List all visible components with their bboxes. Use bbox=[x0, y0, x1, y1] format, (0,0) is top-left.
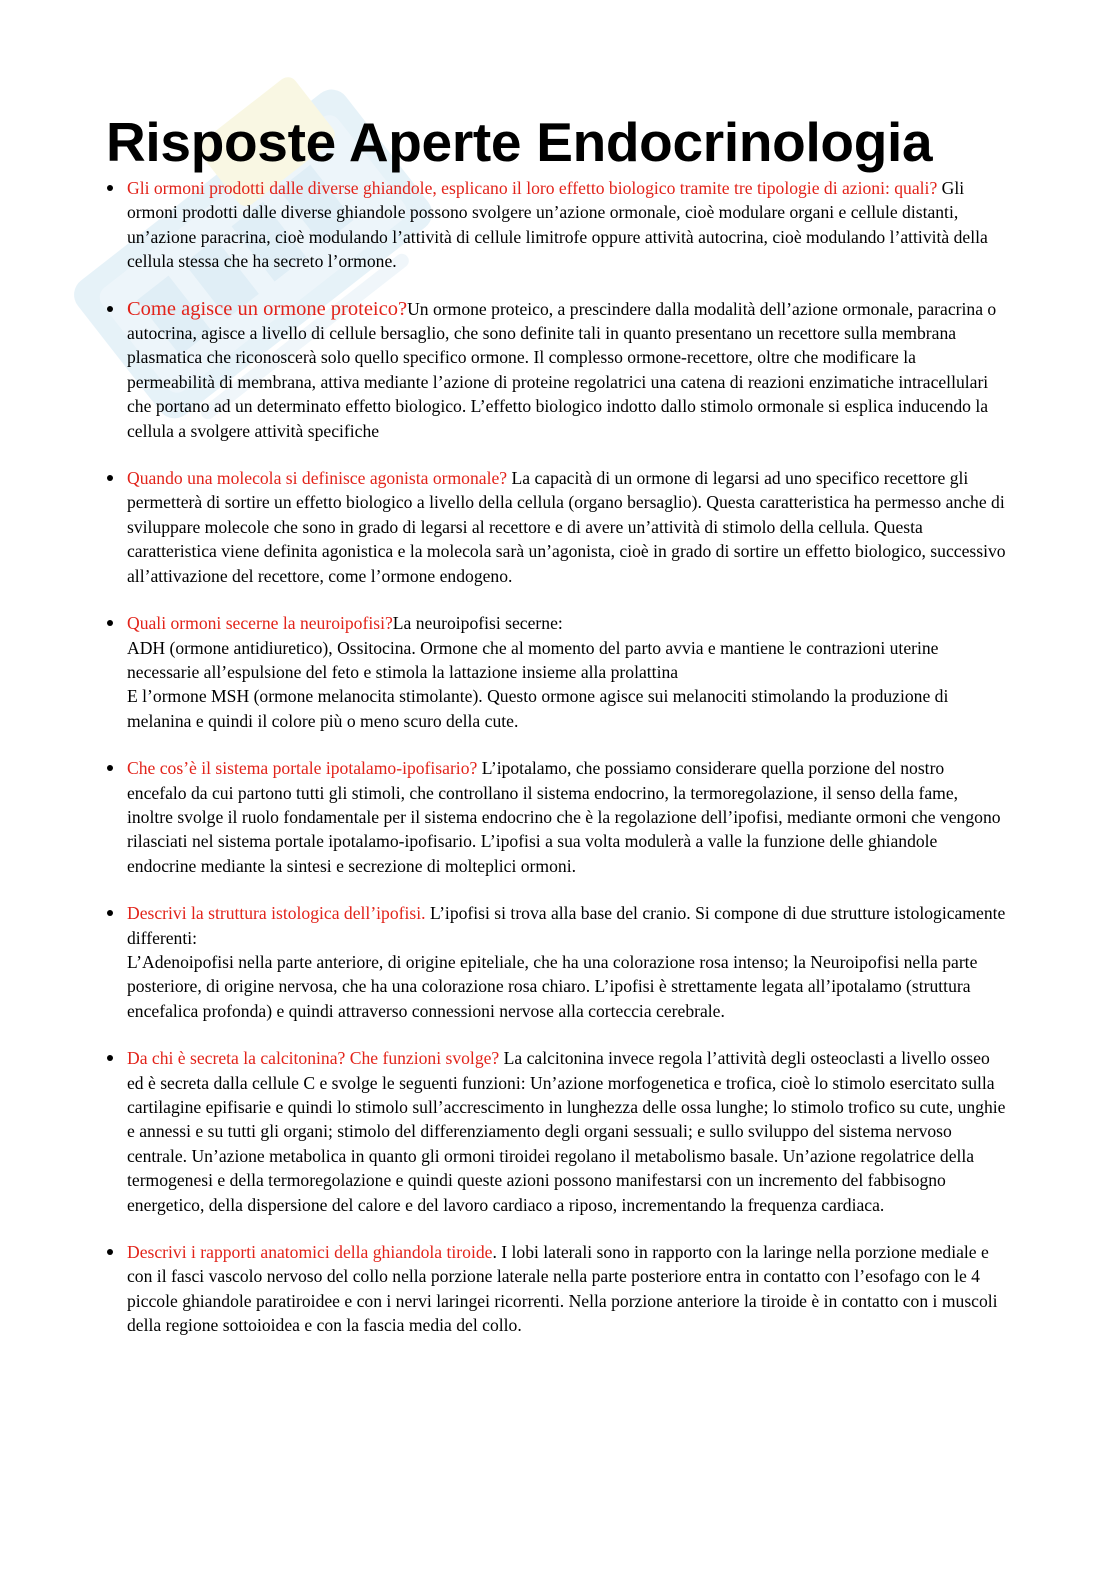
answer-text: La neuroipofisi secerne: bbox=[392, 613, 563, 634]
qa-paragraph bbox=[127, 466, 1007, 588]
answer-text: Un ormone proteico, a prescindere dalla modalità dell’azione ormonale, paracrina o autocrina, agisce a livello di cellule bersaglio, che sono definite tali in quanto presentano un recettore sulla membrana plasmatica che riconoscerà solo quello specifico ormone. Il complesso ormone-recettore, oltre che modificare la permeabilità di membrana, attiva mediante l’azione di proteine regolatrici una catena di reazioni enzimatiche intracellulari che portano ad un determinato effetto biologico. L’effetto biologico indotto dallo stimolo ormonale si esplica inducendo la cellula a svolgere attività specifiche bbox=[127, 298, 997, 441]
qa-paragraph bbox=[127, 756, 1007, 878]
answer-text: La capacità di un ormone di legarsi ad uno specifico recettore gli permetterà di sortire un effetto biologico a livello della cellula (organo bersaglio). Questa caratteristica ha permesso anche di sviluppare molecole che sono in grado di legarsi al recettore e di avere un’attività di stimolo della cellula. Questa caratteristica viene definita agonistica e la molecola sarà un’agonista, cioè in grado di sortire un effetto biologico, successivo all’attivazione del recettore, come l’ormone endogeno. bbox=[127, 468, 1006, 586]
answer-text: L’Adenoipofisi nella parte anteriore, di origine epiteliale, che ha una colorazione rosa intenso; la Neuroipofisi nella parte posteriore, di origine nervosa, che ha una colorazione rosa chiaro. L’ipofisi è strettamente legata all’ipotalamo (struttura encefalica profonda) e quindi attraverso connessioni nervose alla corteccia cerebrale. bbox=[127, 951, 978, 1021]
document-title: Risposte Aperte Endocrinologia bbox=[106, 111, 933, 173]
qa-paragraph bbox=[127, 611, 1007, 733]
answer-text: La calcitonina invece regola l’attività degli osteoclasti a livello osseo ed è secreta dalla cellule C e svolge le seguenti funzioni: Un’azione morfogenetica e trofica, cioè lo stimolo esercitato sulla cartilagine epifisarie e quindi lo stimolo sull’accrescimento in lunghezza delle ossa lunghe; lo stimolo trofico su cute, unghie e annessi e su tutti gli organi; stimolo del differenziamento degli organi sessuali; e sullo sviluppo del sistema nervoso centrale. Un’azione metabolica in quanto gli ormoni tiroidei regolano il metabolismo basale. Un’azione regolatrice della termogenesi e della termoregolazione e quindi queste azioni possono manifestarsi con un incremento del fabbisogno energetico, della dispersione del calore e del lavoro cardiaco a riposo, incrementando la frequenza cardiaca. bbox=[127, 1048, 1006, 1215]
qa-paragraph bbox=[127, 901, 1007, 1023]
qa-item bbox=[127, 611, 1007, 733]
question-text: Che cos’è il sistema portale ipotalamo-ipofisario? bbox=[127, 758, 478, 779]
qa-item bbox=[127, 1046, 1007, 1217]
answer-text: E l’ormone MSH (ormone melanocita stimolante). Questo ormone agisce sui melanociti stimolando la produzione di melanina e quindi il colore più o meno scuro della cute. bbox=[127, 686, 949, 731]
answer-text: . I lobi laterali sono in rapporto con la laringe nella porzione mediale e con il fasci vascolo nervoso del collo nella porzione laterale nella parte posteriore entra in contatto con l’esofago con le 4 piccole ghiandole paratiroidee e con i nervi laringei ricorrenti. Nella porzione anteriore la tiroide è in contatto con i muscoli della regione sottoioidea e con la fascia media del collo. bbox=[127, 1242, 998, 1336]
qa-item bbox=[127, 176, 1007, 274]
qa-paragraph bbox=[127, 1046, 1007, 1217]
qa-item bbox=[127, 756, 1007, 878]
qa-paragraph bbox=[127, 1240, 1007, 1338]
qa-item bbox=[127, 297, 1007, 443]
question-text: Descrivi la struttura istologica dell’ipofisi. bbox=[127, 903, 426, 924]
question-text: Descrivi i rapporti anatomici della ghiandola tiroide bbox=[127, 1242, 493, 1263]
qa-list bbox=[127, 176, 1007, 1361]
question-text: Da chi è secreta la calcitonina? Che funzioni svolge? bbox=[127, 1048, 500, 1069]
qa-item bbox=[127, 466, 1007, 588]
answer-text: ADH (ormone antidiuretico), Ossitocina. Ormone che al momento del parto avvia e mantiene le contrazioni uterine necessarie all’espulsione del feto e stimola la lattazione insieme alla prolattina bbox=[127, 637, 939, 682]
question-text: Quando una molecola si definisce agonista ormonale? bbox=[127, 468, 508, 489]
qa-item bbox=[127, 1240, 1007, 1338]
qa-paragraph bbox=[127, 297, 1007, 443]
question-text: Come agisce un ormone proteico? bbox=[127, 297, 408, 320]
answer-text: Gli ormoni prodotti dalle diverse ghiandole possono svolgere un’azione ormonale, cioè modulare organi e cellule distanti, un’azione paracrina, cioè modulando l’attività di cellule limitrofe oppure attività autocrina, cioè modulando l’attività della cellula stessa che ha secreto l’ormone. bbox=[127, 178, 988, 272]
qa-paragraph bbox=[127, 176, 1007, 274]
question-text: Quali ormoni secerne la neuroipofisi? bbox=[127, 613, 393, 634]
qa-item bbox=[127, 901, 1007, 1023]
question-text: Gli ormoni prodotti dalle diverse ghiandole, esplicano il loro effetto biologico tramite tre tipologie di azioni: quali? bbox=[127, 178, 938, 198]
answer-text: L’ipotalamo, che possiamo considerare quella porzione del nostro encefalo da cui partono tutti gli stimoli, che controllano il sistema endocrino, la termoregolazione, il senso della fame, inoltre svolge il ruolo fondamentale per il sistema endocrino che è la regolazione dell’ipofisi, mediante ormoni che vengono rilasciati nel sistema portale ipotalamo-ipofisario. L’ipofisi a sua volta modulerà a valle la funzione delle ghiandole endocrine mediante la sintesi e secrezione di molteplici ormoni. bbox=[127, 758, 1001, 876]
answer-text: L’ipofisi si trova alla base del cranio. Si compone di due strutture istologicamente differenti: bbox=[127, 903, 1006, 948]
